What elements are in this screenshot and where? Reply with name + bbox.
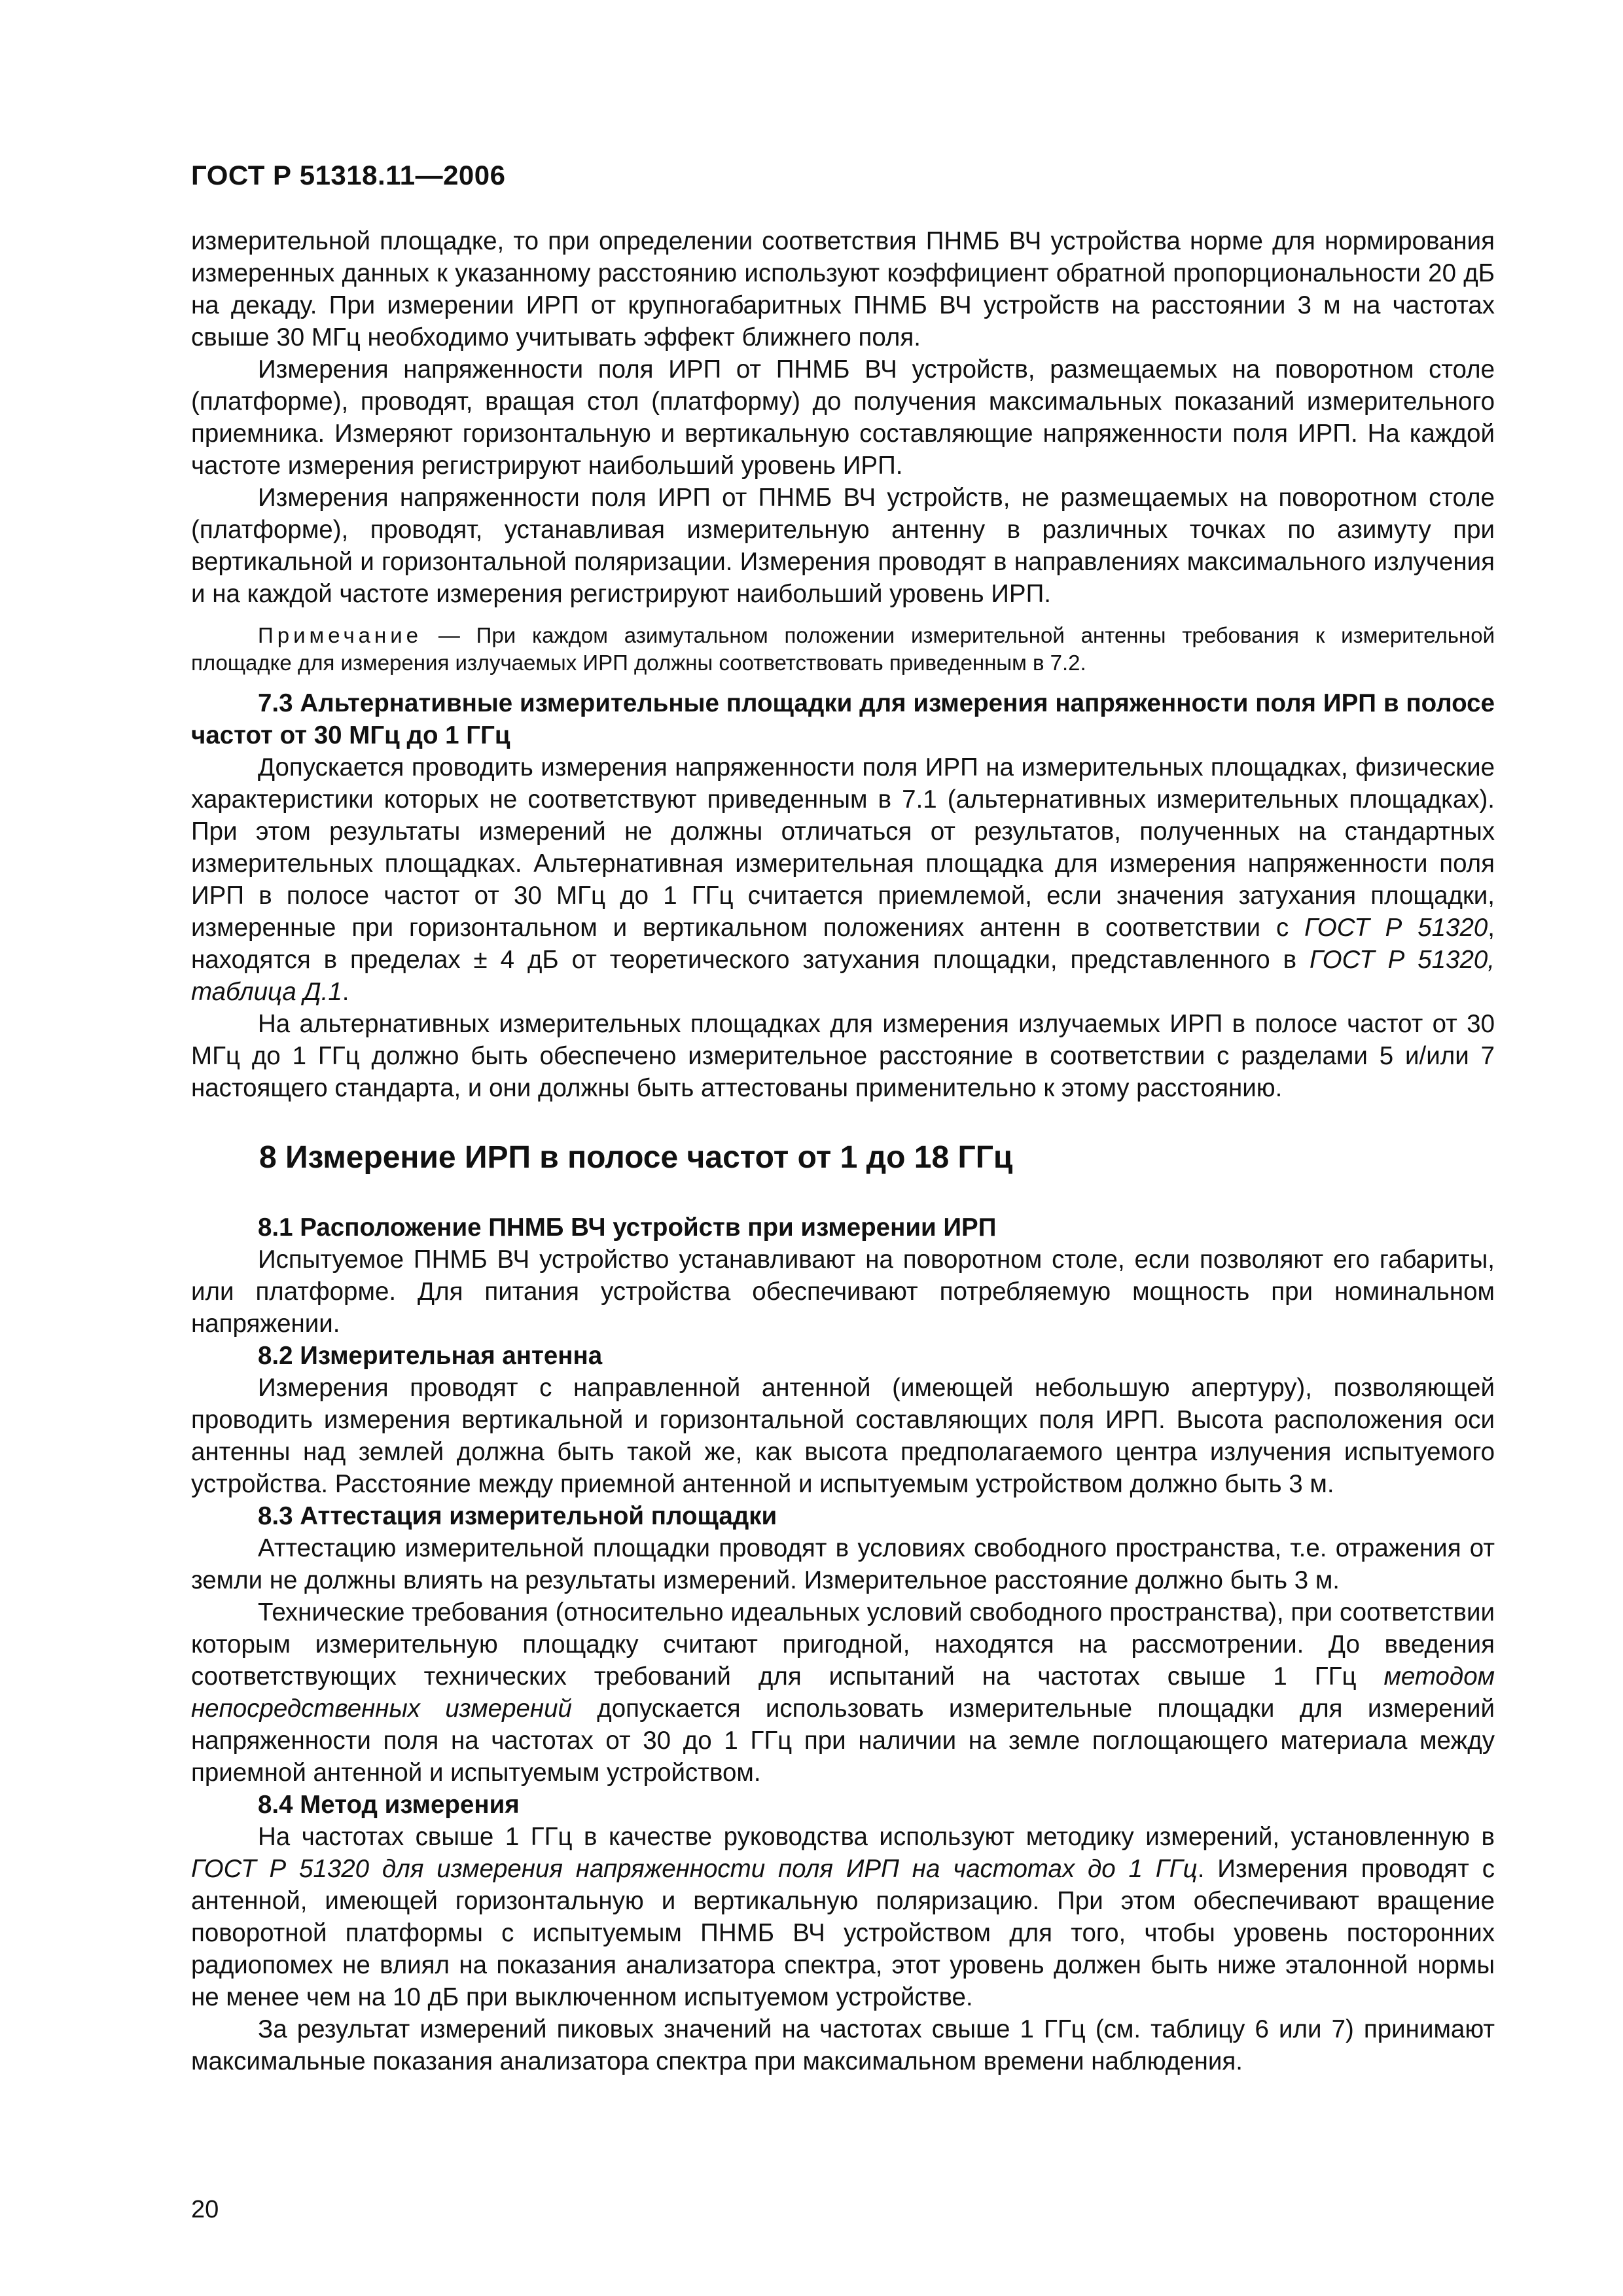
subsection-heading-8-1: 8.1 Расположение ПНМБ ВЧ устройств при измерении ИРП xyxy=(258,1213,997,1242)
paragraph: За результат измерений пиковых значений на частотах свыше 1 ГГц (см. таблицу 6 или 7) принимают максимальные показания анализатора спектра при максимальном времени наблюдения. xyxy=(191,2015,1495,2075)
paragraph: Технические требования (относительно идеальных условий свободного пространства), при соответствии которым измерительную площадку считают пригодной, находятся на рассмотрении. До введения соответствующих технических требований для испытаний на частотах свыше 1 ГГц методом непосредственных измерений допускается использовать измерительные площадки для измерений напряженности поля на частотах от 30 до 1 ГГц при наличии на земле поглощающего материала между приемной антенной и испытуемым устройством. xyxy=(191,1598,1495,1787)
document-header: ГОСТ Р 51318.11—2006 xyxy=(191,160,506,190)
note xyxy=(191,622,1495,677)
paragraph: Аттестацию измерительной площадки проводят в условиях свободного пространства, т.е. отражения от земли не должны влиять на результаты измерений. Измерительное расстояние должно быть 3 м. xyxy=(191,1534,1495,1594)
paragraph: На альтернативных измерительных площадках для измерения излучаемых ИРП в полосе частот от 30 МГц до 1 ГГц должно быть обеспечено измерительное расстояние в соответствии с разделами 5 и/или 7 настоящего стандарта, и они должны быть аттестованы применительно к этому расстоянию. xyxy=(191,1010,1495,1102)
reference-link: ГОСТ Р 51320 xyxy=(1304,914,1488,942)
subsection-heading-8-3: 8.3 Аттестация измерительной площадки xyxy=(258,1502,777,1530)
page-number: 20 xyxy=(191,2196,219,2223)
subsection-heading-7-3: 7.3 Альтернативные измерительные площадки для измерения напряженности поля ИРП в полосе частот от 30 МГц до 1 ГГц xyxy=(191,689,1495,749)
section-heading-8: 8 Измерение ИРП в полосе частот от 1 до 18 ГГц xyxy=(259,1140,1013,1175)
paragraph: Измерения напряженности поля ИРП от ПНМБ ВЧ устройств, размещаемых на поворотном столе (платформе), проводят, вращая стол (платформу) до получения максимальных показаний измерительного приемника. Измеряют горизонтальную и вертикальную составляющие напряженности поля ИРП. На каждой частоте измерения регистрируют наибольший уровень ИРП. xyxy=(191,355,1495,480)
paragraph: Допускается проводить измерения напряженности поля ИРП на измерительных площадках, физические характеристики которых не соответствуют приведенным в 7.1 (альтернативных измерительных площадках). При этом результаты измерений не должны отличаться от результатов, полученных на стандартных измерительных площадках. Альтернативная измерительная площадка для измерения напряженности поля ИРП в полосе частот от 30 МГц до 1 ГГц считается приемлемой, если значения затухания площадки, измеренные при горизонтальном и вертикальном положениях антенн в соответствии с ГОСТ Р 51320, находятся в пределах ± 4 дБ от теоретического затухания площадки, представленного в ГОСТ Р 51320, таблица Д.1. xyxy=(191,753,1495,1006)
document-body xyxy=(191,225,1495,2077)
subsection-heading-8-4: 8.4 Метод измерения xyxy=(258,1791,520,1819)
note-text: — При каждом азимутальном положении измерительной антенны требования к измерительной площадке для измерения излучаемых ИРП должны соответствовать приведенным в 7.2. xyxy=(191,623,1495,675)
reference-link: ГОСТ Р 51320, таблица Д.1 xyxy=(191,946,1495,1006)
paragraph: измерительной площадке, то при определении соответствия ПНМБ ВЧ устройства норме для нормирования измеренных данных к указанному расстоянию используют коэффициент обратной пропорциональности 20 дБ на декаду. При измерении ИРП от крупногабаритных ПНМБ ВЧ устройств на расстоянии 3 м на частотах свыше 30 МГц необходимо учитывать эффект ближнего поля. xyxy=(191,227,1495,351)
paragraph: Измерения проводят с направленной антенной (имеющей небольшую апертуру), позволяющей проводить измерения вертикальной и горизонтальной составляющих поля ИРП. Высота расположения оси антенны над землей должна быть такой же, как высота предполагаемого центра излучения испытуемого устройства. Расстояние между приемной антенной и испытуемым устройством должно быть 3 м. xyxy=(191,1374,1495,1498)
paragraph: На частотах свыше 1 ГГц в качестве руководства используют методику измерений, установленную в ГОСТ Р 51320 для измерения напряженности поля ИРП на частотах до 1 ГГц. Измерения проводят с антенной, имеющей горизонтальную и вертикальную поляризацию. При этом обеспечивают вращение поворотной платформы с испытуемым ПНМБ ВЧ устройством для того, чтобы уровень посторонних радиопомех не влиял на показания анализатора спектра, этот уровень должен быть ниже эталонной нормы не менее чем на 10 дБ при выключенном испытуемом устройстве. xyxy=(191,1823,1495,2011)
reference-link: ГОСТ Р 51320 для измерения напряженности поля ИРП на частотах до 1 ГГц xyxy=(191,1855,1198,1883)
paragraph: Испытуемое ПНМБ ВЧ устройство устанавливают на поворотном столе, если позволяют его габариты, или платформе. Для питания устройства обеспечивают потребляемую мощность при номинальном напряжении. xyxy=(191,1246,1495,1338)
paragraph: Измерения напряженности поля ИРП от ПНМБ ВЧ устройств, не размещаемых на поворотном столе (платформе), проводят, устанавливая измерительную антенну в различных точках по азимуту при вертикальной и горизонтальной поляризации. Измерения проводят в направлениях максимального излучения и на каждой частоте измерения регистрируют наибольший уровень ИРП. xyxy=(191,484,1495,608)
subsection-heading-8-2: 8.2 Измерительная антенна xyxy=(258,1342,603,1370)
note-label: Примечание xyxy=(258,623,423,647)
emphasis: методом непосредственных измерений xyxy=(191,1662,1495,1723)
